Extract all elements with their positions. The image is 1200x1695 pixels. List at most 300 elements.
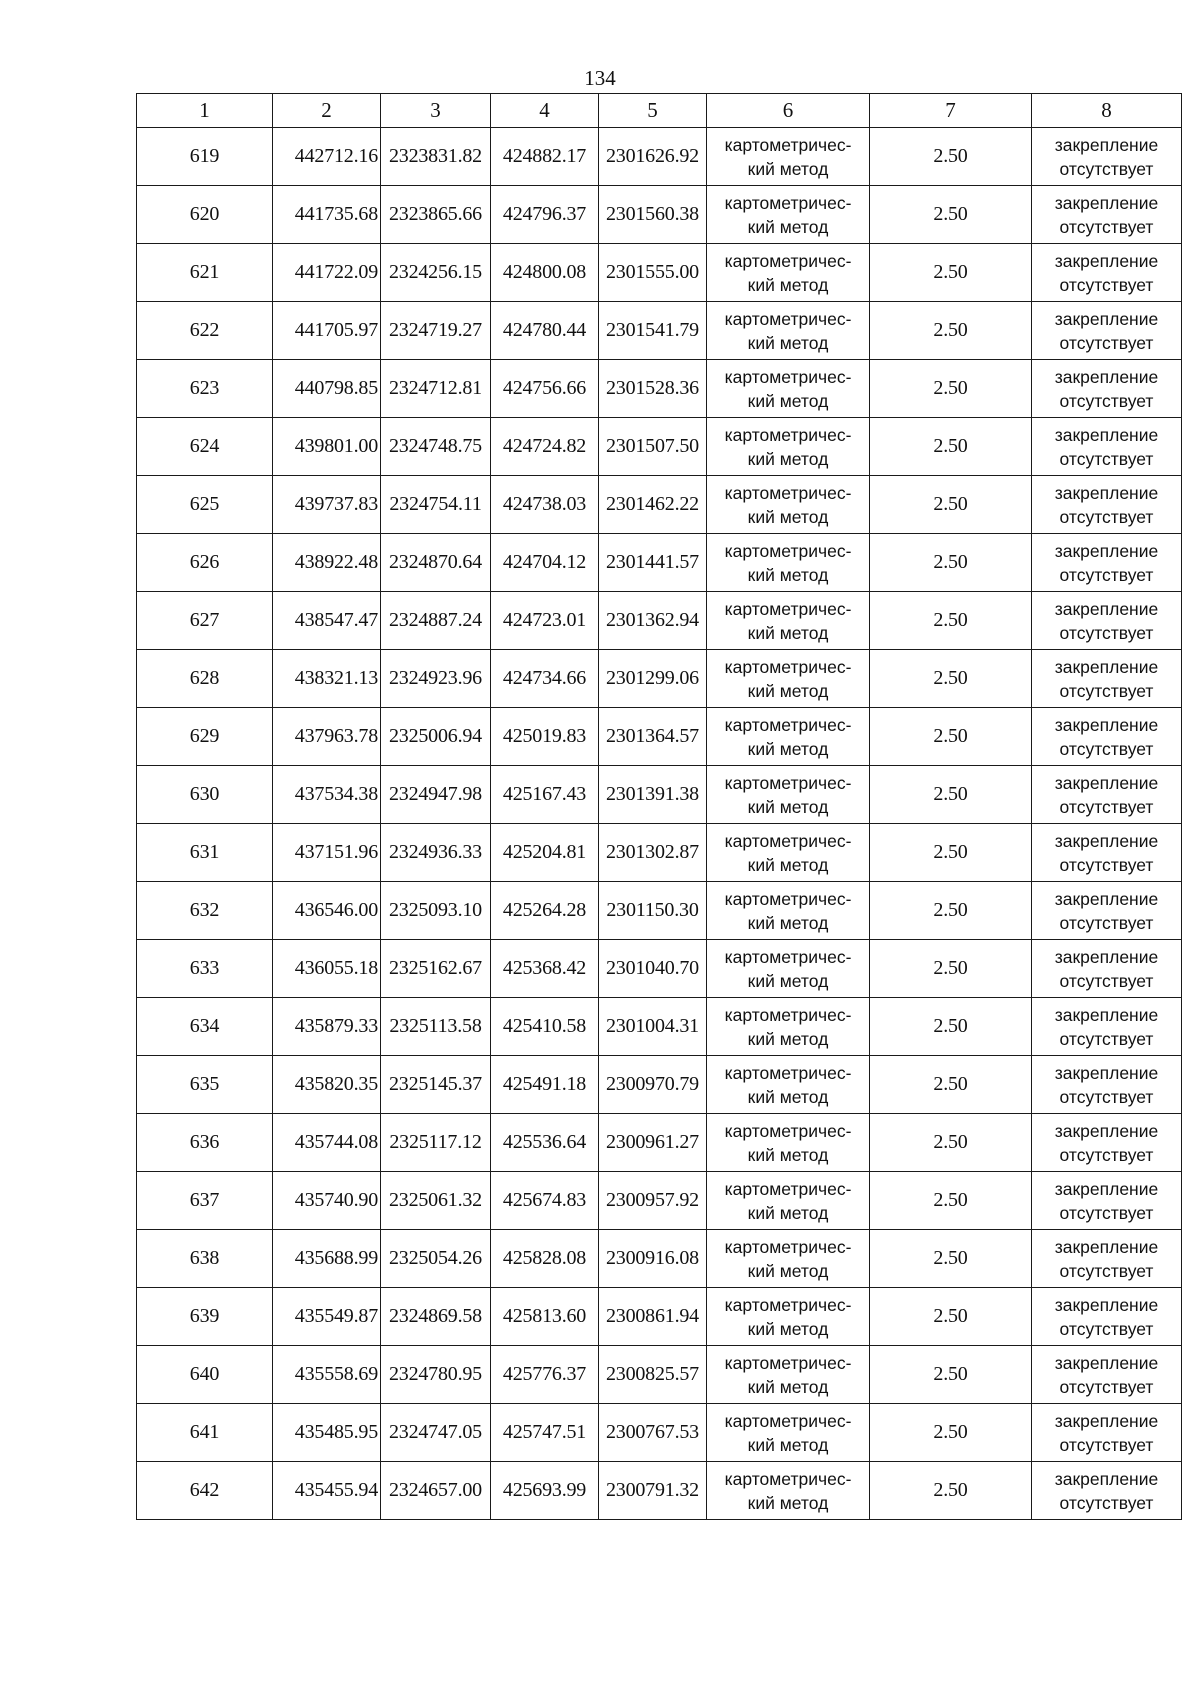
coord-x-cell: 436055.18 [273, 940, 381, 998]
coord-y-cell: 2325061.32 [381, 1172, 491, 1230]
fixation-cell [1032, 592, 1182, 650]
method-line-1: картометричес- [724, 1062, 852, 1083]
fixation-cell [1032, 940, 1182, 998]
fixation-line-2: отсутствует [1059, 448, 1154, 469]
coord-y2-cell: 2300791.32 [599, 1462, 707, 1520]
fixation-cell [1032, 302, 1182, 360]
method-line-2: кий метод [747, 1376, 829, 1397]
method-line-1: картометричес- [724, 134, 852, 155]
table-row [137, 418, 1182, 476]
method-line-1: картометричес- [724, 1352, 852, 1373]
fixation-cell [1032, 766, 1182, 824]
fixation-line-1: закрепление [1054, 192, 1159, 213]
coord-x-cell: 437151.96 [273, 824, 381, 882]
fixation-line-1: закрепление [1054, 1352, 1159, 1373]
coord-y2-cell: 2301299.06 [599, 650, 707, 708]
coord-y2-cell: 2301560.38 [599, 186, 707, 244]
fixation-line-2: отсутствует [1059, 738, 1154, 759]
table-row [137, 650, 1182, 708]
method-line-2: кий метод [747, 854, 829, 875]
point-number-cell: 633 [137, 940, 273, 998]
precision-cell: 2.50 [870, 998, 1032, 1056]
fixation-line-2: отсутствует [1059, 680, 1154, 701]
method-line-1: картометричес- [724, 424, 852, 445]
fixation-line-1: закрепление [1054, 308, 1159, 329]
coord-x-cell: 435744.08 [273, 1114, 381, 1172]
coord-x-cell: 440798.85 [273, 360, 381, 418]
table-row [137, 1230, 1182, 1288]
coord-x-cell: 439801.00 [273, 418, 381, 476]
column-header-7: 7 [870, 94, 1032, 128]
point-number-cell: 627 [137, 592, 273, 650]
coord-x-cell: 435485.95 [273, 1404, 381, 1462]
precision-cell: 2.50 [870, 766, 1032, 824]
point-number-cell: 631 [137, 824, 273, 882]
coord-y2-cell: 2301364.57 [599, 708, 707, 766]
fixation-cell [1032, 650, 1182, 708]
method-line-2: кий метод [747, 564, 829, 585]
fixation-line-2: отсутствует [1059, 854, 1154, 875]
coord-x-cell: 435558.69 [273, 1346, 381, 1404]
fixation-cell [1032, 128, 1182, 186]
method-cell [707, 1404, 870, 1462]
point-number-cell: 630 [137, 766, 273, 824]
fixation-line-1: закрепление [1054, 1294, 1159, 1315]
coord-x-cell: 435879.33 [273, 998, 381, 1056]
fixation-line-2: отсутствует [1059, 796, 1154, 817]
coord-x-cell: 435740.90 [273, 1172, 381, 1230]
coord-x-cell: 438547.47 [273, 592, 381, 650]
table-row [137, 534, 1182, 592]
coord-y-cell: 2324747.05 [381, 1404, 491, 1462]
precision-cell: 2.50 [870, 476, 1032, 534]
table-row [137, 302, 1182, 360]
coord-x-cell: 435455.94 [273, 1462, 381, 1520]
fixation-cell [1032, 1288, 1182, 1346]
method-line-1: картометричес- [724, 714, 852, 735]
fixation-cell [1032, 244, 1182, 302]
fixation-line-2: отсутствует [1059, 1376, 1154, 1397]
method-line-1: картометричес- [724, 192, 852, 213]
point-number-cell: 621 [137, 244, 273, 302]
fixation-cell [1032, 360, 1182, 418]
fixation-line-1: закрепление [1054, 366, 1159, 387]
method-cell [707, 1288, 870, 1346]
point-number-cell: 638 [137, 1230, 273, 1288]
coord-x2-cell: 425491.18 [491, 1056, 599, 1114]
fixation-line-1: закрепление [1054, 946, 1159, 967]
coordinates-table [136, 93, 1182, 1520]
precision-cell: 2.50 [870, 1346, 1032, 1404]
coord-y2-cell: 2300970.79 [599, 1056, 707, 1114]
table-row [137, 708, 1182, 766]
fixation-line-1: закрепление [1054, 250, 1159, 271]
method-line-1: картометричес- [724, 540, 852, 561]
method-cell [707, 1346, 870, 1404]
fixation-line-1: закрепление [1054, 1178, 1159, 1199]
fixation-line-1: закрепление [1054, 482, 1159, 503]
fixation-line-2: отсутствует [1059, 1202, 1154, 1223]
table-row [137, 940, 1182, 998]
fixation-cell [1032, 824, 1182, 882]
coord-y-cell: 2324712.81 [381, 360, 491, 418]
coord-y2-cell: 2300861.94 [599, 1288, 707, 1346]
method-line-1: картометричес- [724, 1468, 852, 1489]
precision-cell: 2.50 [870, 244, 1032, 302]
table-row [137, 1346, 1182, 1404]
point-number-cell: 624 [137, 418, 273, 476]
coord-x2-cell: 424756.66 [491, 360, 599, 418]
point-number-cell: 628 [137, 650, 273, 708]
fixation-line-2: отсутствует [1059, 506, 1154, 527]
method-line-1: картометричес- [724, 250, 852, 271]
fixation-line-1: закрепление [1054, 830, 1159, 851]
coord-y2-cell: 2301441.57 [599, 534, 707, 592]
point-number-cell: 632 [137, 882, 273, 940]
fixation-cell [1032, 998, 1182, 1056]
method-line-2: кий метод [747, 796, 829, 817]
coord-y2-cell: 2300825.57 [599, 1346, 707, 1404]
fixation-cell [1032, 1114, 1182, 1172]
page-number: 134 [584, 66, 616, 90]
table-body [137, 128, 1182, 1520]
point-number-cell: 641 [137, 1404, 273, 1462]
method-cell [707, 476, 870, 534]
fixation-line-1: закрепление [1054, 1236, 1159, 1257]
method-line-1: картометричес- [724, 656, 852, 677]
method-cell [707, 302, 870, 360]
coord-y-cell: 2325117.12 [381, 1114, 491, 1172]
method-cell [707, 1230, 870, 1288]
fixation-line-1: закрепление [1054, 1410, 1159, 1431]
coord-y-cell: 2324780.95 [381, 1346, 491, 1404]
method-line-1: картометричес- [724, 1004, 852, 1025]
fixation-cell [1032, 1462, 1182, 1520]
point-number-cell: 642 [137, 1462, 273, 1520]
coord-y2-cell: 2301391.38 [599, 766, 707, 824]
coord-x-cell: 435820.35 [273, 1056, 381, 1114]
method-line-1: картометричес- [724, 1178, 852, 1199]
precision-cell: 2.50 [870, 882, 1032, 940]
coord-y2-cell: 2300916.08 [599, 1230, 707, 1288]
precision-cell: 2.50 [870, 940, 1032, 998]
fixation-line-1: закрепление [1054, 888, 1159, 909]
method-line-1: картометричес- [724, 482, 852, 503]
method-cell [707, 708, 870, 766]
coord-x2-cell: 425368.42 [491, 940, 599, 998]
point-number-cell: 620 [137, 186, 273, 244]
coord-x2-cell: 425693.99 [491, 1462, 599, 1520]
precision-cell: 2.50 [870, 650, 1032, 708]
method-line-1: картометричес- [724, 1236, 852, 1257]
fixation-cell [1032, 1172, 1182, 1230]
method-line-2: кий метод [747, 970, 829, 991]
point-number-cell: 635 [137, 1056, 273, 1114]
coord-y2-cell: 2301541.79 [599, 302, 707, 360]
table-row [137, 1404, 1182, 1462]
fixation-line-2: отсутствует [1059, 1434, 1154, 1455]
coord-y-cell: 2325145.37 [381, 1056, 491, 1114]
method-cell [707, 128, 870, 186]
precision-cell: 2.50 [870, 1462, 1032, 1520]
coord-y-cell: 2325113.58 [381, 998, 491, 1056]
precision-cell: 2.50 [870, 534, 1032, 592]
coord-y-cell: 2325054.26 [381, 1230, 491, 1288]
coord-x2-cell: 424724.82 [491, 418, 599, 476]
coord-y-cell: 2325162.67 [381, 940, 491, 998]
fixation-cell [1032, 418, 1182, 476]
coord-x2-cell: 425204.81 [491, 824, 599, 882]
precision-cell: 2.50 [870, 128, 1032, 186]
coord-y2-cell: 2301040.70 [599, 940, 707, 998]
fixation-line-2: отсутствует [1059, 332, 1154, 353]
coord-y2-cell: 2301626.92 [599, 128, 707, 186]
coord-x2-cell: 424800.08 [491, 244, 599, 302]
fixation-cell [1032, 534, 1182, 592]
method-line-1: картометричес- [724, 1294, 852, 1315]
table-row [137, 244, 1182, 302]
coord-x-cell: 442712.16 [273, 128, 381, 186]
method-cell [707, 418, 870, 476]
precision-cell: 2.50 [870, 1114, 1032, 1172]
column-header-2: 2 [273, 94, 381, 128]
point-number-cell: 619 [137, 128, 273, 186]
coord-x2-cell: 425747.51 [491, 1404, 599, 1462]
method-line-1: картометричес- [724, 1120, 852, 1141]
precision-cell: 2.50 [870, 1172, 1032, 1230]
method-cell [707, 244, 870, 302]
method-cell [707, 998, 870, 1056]
fixation-line-1: закрепление [1054, 424, 1159, 445]
coord-x2-cell: 424723.01 [491, 592, 599, 650]
precision-cell: 2.50 [870, 1056, 1032, 1114]
fixation-cell [1032, 186, 1182, 244]
column-header-3: 3 [381, 94, 491, 128]
method-line-1: картометричес- [724, 946, 852, 967]
point-number-cell: 625 [137, 476, 273, 534]
precision-cell: 2.50 [870, 592, 1032, 650]
fixation-line-2: отсутствует [1059, 1086, 1154, 1107]
precision-cell: 2.50 [870, 824, 1032, 882]
fixation-line-2: отсутствует [1059, 1028, 1154, 1049]
coord-y-cell: 2324947.98 [381, 766, 491, 824]
fixation-line-2: отсутствует [1059, 1260, 1154, 1281]
table-row [137, 1172, 1182, 1230]
column-header-4: 4 [491, 94, 599, 128]
table-header [137, 94, 1182, 128]
fixation-line-1: закрепление [1054, 1062, 1159, 1083]
point-number-cell: 640 [137, 1346, 273, 1404]
column-header-1: 1 [137, 94, 273, 128]
coord-y2-cell: 2301507.50 [599, 418, 707, 476]
coord-x2-cell: 424796.37 [491, 186, 599, 244]
precision-cell: 2.50 [870, 186, 1032, 244]
coord-x-cell: 441722.09 [273, 244, 381, 302]
method-line-1: картометричес- [724, 830, 852, 851]
fixation-line-1: закрепление [1054, 1004, 1159, 1025]
table-row [137, 186, 1182, 244]
coord-y-cell: 2324923.96 [381, 650, 491, 708]
coord-x-cell: 438321.13 [273, 650, 381, 708]
method-line-2: кий метод [747, 216, 829, 237]
method-line-2: кий метод [747, 1028, 829, 1049]
fixation-line-1: закрепление [1054, 714, 1159, 735]
method-line-2: кий метод [747, 1318, 829, 1339]
coord-x2-cell: 424882.17 [491, 128, 599, 186]
precision-cell: 2.50 [870, 708, 1032, 766]
method-cell [707, 186, 870, 244]
precision-cell: 2.50 [870, 1230, 1032, 1288]
method-line-1: картометричес- [724, 366, 852, 387]
point-number-cell: 629 [137, 708, 273, 766]
coord-x2-cell: 424734.66 [491, 650, 599, 708]
fixation-line-2: отсутствует [1059, 390, 1154, 411]
method-line-2: кий метод [747, 1086, 829, 1107]
coord-y-cell: 2324748.75 [381, 418, 491, 476]
method-line-2: кий метод [747, 274, 829, 295]
fixation-line-1: закрепление [1054, 540, 1159, 561]
table-row [137, 1056, 1182, 1114]
coord-x2-cell: 425019.83 [491, 708, 599, 766]
coord-x-cell: 437963.78 [273, 708, 381, 766]
coord-y2-cell: 2301362.94 [599, 592, 707, 650]
fixation-line-2: отсутствует [1059, 1492, 1154, 1513]
column-header-8: 8 [1032, 94, 1182, 128]
fixation-line-1: закрепление [1054, 772, 1159, 793]
point-number-cell: 626 [137, 534, 273, 592]
method-cell [707, 766, 870, 824]
fixation-cell [1032, 1056, 1182, 1114]
fixation-line-2: отсутствует [1059, 622, 1154, 643]
method-cell [707, 1172, 870, 1230]
point-number-cell: 634 [137, 998, 273, 1056]
method-cell [707, 534, 870, 592]
method-cell [707, 940, 870, 998]
method-line-1: картометричес- [724, 308, 852, 329]
coord-y2-cell: 2300957.92 [599, 1172, 707, 1230]
column-header-6: 6 [707, 94, 870, 128]
table-row [137, 128, 1182, 186]
coord-y2-cell: 2301004.31 [599, 998, 707, 1056]
table-row [137, 882, 1182, 940]
method-line-2: кий метод [747, 1492, 829, 1513]
method-line-2: кий метод [747, 738, 829, 759]
coord-x2-cell: 425674.83 [491, 1172, 599, 1230]
coord-y2-cell: 2301555.00 [599, 244, 707, 302]
precision-cell: 2.50 [870, 360, 1032, 418]
point-number-cell: 622 [137, 302, 273, 360]
method-line-2: кий метод [747, 1434, 829, 1455]
method-line-1: картометричес- [724, 1410, 852, 1431]
method-cell [707, 360, 870, 418]
coord-x2-cell: 425813.60 [491, 1288, 599, 1346]
coord-x2-cell: 424738.03 [491, 476, 599, 534]
coord-y-cell: 2325006.94 [381, 708, 491, 766]
fixation-line-1: закрепление [1054, 1468, 1159, 1489]
coord-y-cell: 2324256.15 [381, 244, 491, 302]
fixation-cell [1032, 1404, 1182, 1462]
coord-x2-cell: 425410.58 [491, 998, 599, 1056]
fixation-line-1: закрепление [1054, 134, 1159, 155]
table-row [137, 1288, 1182, 1346]
method-line-1: картометричес- [724, 772, 852, 793]
precision-cell: 2.50 [870, 302, 1032, 360]
coord-y-cell: 2323831.82 [381, 128, 491, 186]
header-row [137, 94, 1182, 128]
method-line-1: картометричес- [724, 888, 852, 909]
coord-y-cell: 2324719.27 [381, 302, 491, 360]
table-row [137, 1114, 1182, 1172]
column-header-5: 5 [599, 94, 707, 128]
table-row [137, 766, 1182, 824]
method-cell [707, 1114, 870, 1172]
coord-x2-cell: 425828.08 [491, 1230, 599, 1288]
coord-x-cell: 435688.99 [273, 1230, 381, 1288]
coord-x2-cell: 425167.43 [491, 766, 599, 824]
coord-x-cell: 439737.83 [273, 476, 381, 534]
method-line-2: кий метод [747, 680, 829, 701]
method-line-2: кий метод [747, 912, 829, 933]
fixation-line-1: закрепление [1054, 656, 1159, 677]
fixation-cell [1032, 1346, 1182, 1404]
coord-x-cell: 435549.87 [273, 1288, 381, 1346]
method-line-2: кий метод [747, 1144, 829, 1165]
method-cell [707, 592, 870, 650]
method-cell [707, 1056, 870, 1114]
point-number-cell: 639 [137, 1288, 273, 1346]
method-line-2: кий метод [747, 622, 829, 643]
method-line-2: кий метод [747, 1202, 829, 1223]
coord-y-cell: 2324936.33 [381, 824, 491, 882]
coord-x2-cell: 424780.44 [491, 302, 599, 360]
fixation-line-2: отсутствует [1059, 912, 1154, 933]
fixation-line-2: отсутствует [1059, 216, 1154, 237]
coord-y-cell: 2324657.00 [381, 1462, 491, 1520]
table-row [137, 1462, 1182, 1520]
fixation-line-1: закрепление [1054, 598, 1159, 619]
method-cell [707, 882, 870, 940]
coord-x-cell: 438922.48 [273, 534, 381, 592]
method-line-2: кий метод [747, 506, 829, 527]
coord-y-cell: 2324869.58 [381, 1288, 491, 1346]
method-line-2: кий метод [747, 1260, 829, 1281]
coord-y2-cell: 2301150.30 [599, 882, 707, 940]
fixation-cell [1032, 476, 1182, 534]
method-cell [707, 824, 870, 882]
fixation-cell [1032, 708, 1182, 766]
coord-y-cell: 2323865.66 [381, 186, 491, 244]
coord-x-cell: 436546.00 [273, 882, 381, 940]
table-row [137, 360, 1182, 418]
coord-x-cell: 437534.38 [273, 766, 381, 824]
coord-y2-cell: 2300767.53 [599, 1404, 707, 1462]
coord-x2-cell: 424704.12 [491, 534, 599, 592]
fixation-line-2: отсутствует [1059, 1144, 1154, 1165]
method-line-2: кий метод [747, 448, 829, 469]
point-number-cell: 623 [137, 360, 273, 418]
precision-cell: 2.50 [870, 418, 1032, 476]
fixation-line-2: отсутствует [1059, 564, 1154, 585]
coord-x-cell: 441705.97 [273, 302, 381, 360]
coord-y2-cell: 2301528.36 [599, 360, 707, 418]
coord-x-cell: 441735.68 [273, 186, 381, 244]
coord-y-cell: 2324754.11 [381, 476, 491, 534]
table-row [137, 998, 1182, 1056]
coord-y-cell: 2325093.10 [381, 882, 491, 940]
fixation-line-2: отсутствует [1059, 970, 1154, 991]
coord-y2-cell: 2301462.22 [599, 476, 707, 534]
fixation-line-2: отсутствует [1059, 1318, 1154, 1339]
